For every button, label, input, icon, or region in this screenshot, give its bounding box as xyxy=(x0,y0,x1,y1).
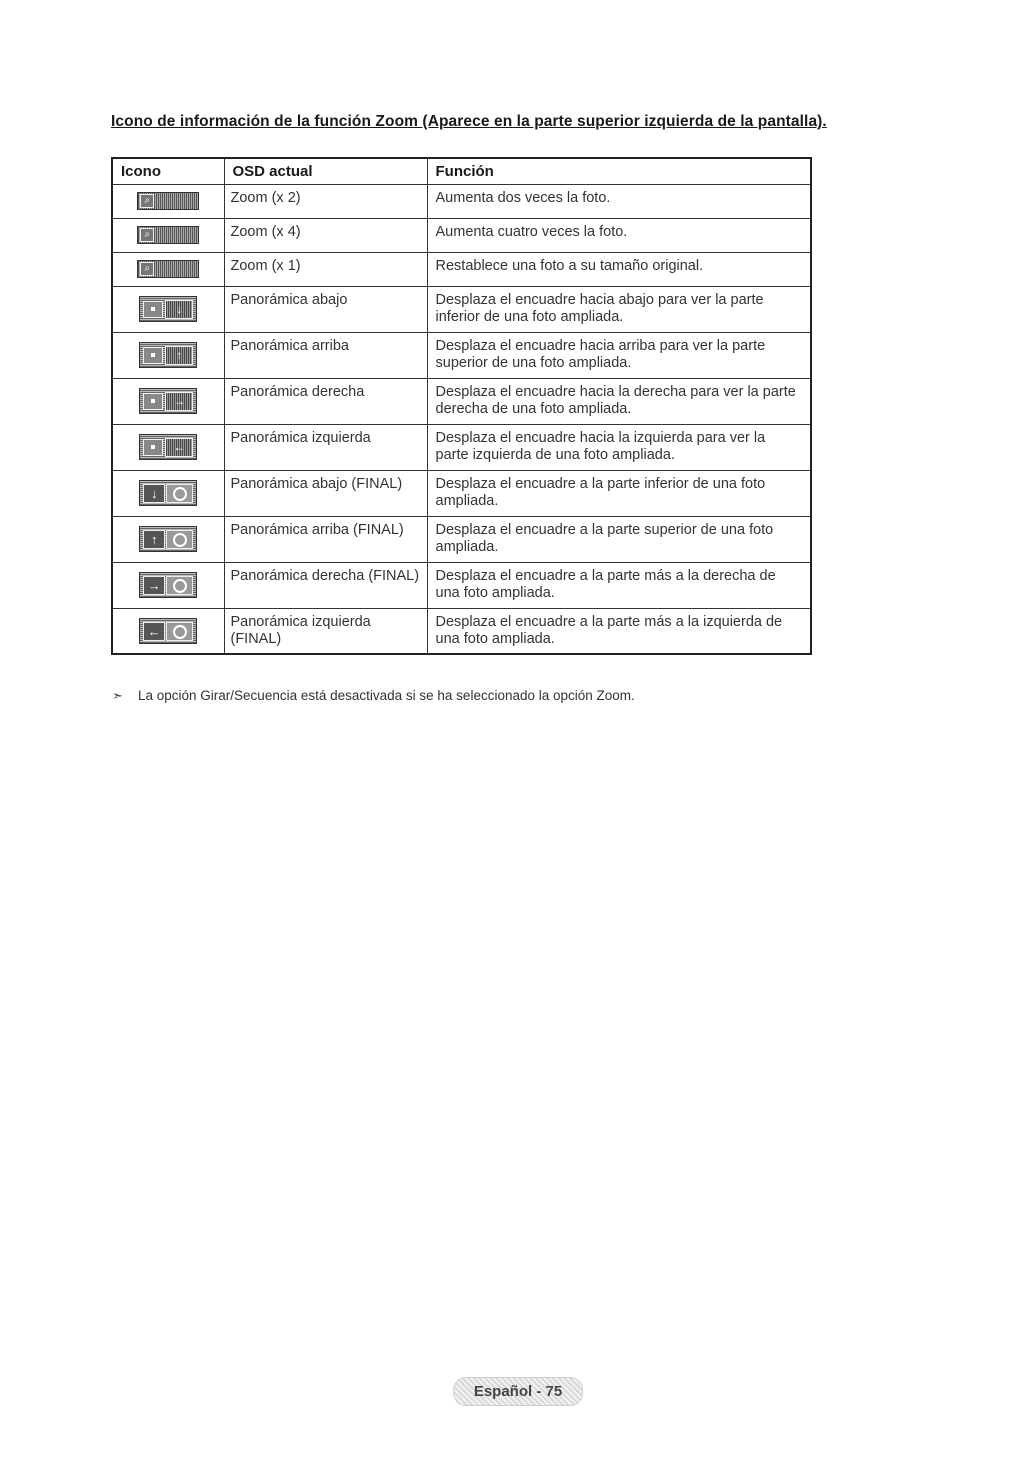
osd-cell: Panorámica arriba xyxy=(224,332,427,378)
osd-cell: Panorámica arriba (FINAL) xyxy=(224,516,427,562)
icon-cell xyxy=(112,424,224,470)
osd-cell: Zoom (x 4) xyxy=(224,218,427,252)
pan-left-end-icon: ← xyxy=(139,618,197,644)
icon-cell xyxy=(112,608,224,654)
note-text: La opción Girar/Secuencia está desactivada si se ha seleccionado la opción Zoom. xyxy=(138,688,635,703)
osd-cell: Panorámica izquierda (FINAL) xyxy=(224,608,427,654)
zoom-x4-icon: ⌕ xyxy=(137,226,199,244)
osd-cell: Panorámica izquierda xyxy=(224,424,427,470)
page-number-badge: Español - 75 xyxy=(453,1377,583,1406)
zoom-x2-icon: ⌕ xyxy=(137,192,199,210)
table-row xyxy=(112,286,811,332)
function-cell: Desplaza el encuadre a la parte superior de una foto ampliada. xyxy=(427,516,811,562)
pan-right-end-icon: → xyxy=(139,572,197,598)
table-row xyxy=(112,252,811,286)
osd-cell: Panorámica abajo (FINAL) xyxy=(224,470,427,516)
pan-down-icon: ↓ xyxy=(139,296,197,322)
zoom-info-table xyxy=(111,157,812,655)
function-cell: Aumenta cuatro veces la foto. xyxy=(427,218,811,252)
function-cell: Desplaza el encuadre hacia la izquierda para ver la parte izquierda de una foto ampliada. xyxy=(427,424,811,470)
header-osd: OSD actual xyxy=(224,158,427,184)
icon-cell xyxy=(112,184,224,218)
osd-cell: Panorámica abajo xyxy=(224,286,427,332)
table-row xyxy=(112,332,811,378)
table-header-row xyxy=(112,158,811,184)
table-row xyxy=(112,562,811,608)
table-row xyxy=(112,218,811,252)
osd-cell: Panorámica derecha xyxy=(224,378,427,424)
function-cell: Aumenta dos veces la foto. xyxy=(427,184,811,218)
table-row xyxy=(112,424,811,470)
pan-right-icon: → xyxy=(139,388,197,414)
function-cell: Desplaza el encuadre a la parte más a la derecha de una foto ampliada. xyxy=(427,562,811,608)
icon-cell xyxy=(112,470,224,516)
table-row xyxy=(112,470,811,516)
pan-up-icon: ↑ xyxy=(139,342,197,368)
function-cell: Desplaza el encuadre hacia abajo para ver la parte inferior de una foto ampliada. xyxy=(427,286,811,332)
table-row xyxy=(112,608,811,654)
osd-cell: Zoom (x 2) xyxy=(224,184,427,218)
osd-cell: Panorámica derecha (FINAL) xyxy=(224,562,427,608)
function-cell: Desplaza el encuadre hacia arriba para ver la parte superior de una foto ampliada. xyxy=(427,332,811,378)
header-icon: Icono xyxy=(112,158,224,184)
pan-left-icon: ← xyxy=(139,434,197,460)
icon-cell xyxy=(112,218,224,252)
function-cell: Desplaza el encuadre hacia la derecha para ver la parte derecha de una foto ampliada. xyxy=(427,378,811,424)
pan-up-end-icon: ↑ xyxy=(139,526,197,552)
pan-down-end-icon: ↓ xyxy=(139,480,197,506)
icon-cell xyxy=(112,516,224,562)
header-function: Función xyxy=(427,158,811,184)
icon-cell xyxy=(112,378,224,424)
section-heading: Icono de información de la función Zoom (Aparece en la parte superior izquierda de la pantalla). xyxy=(111,113,827,130)
zoom-x1-icon: ⌕ xyxy=(137,260,199,278)
note xyxy=(112,688,635,704)
osd-cell: Zoom (x 1) xyxy=(224,252,427,286)
table-row xyxy=(112,378,811,424)
function-cell: Desplaza el encuadre a la parte más a la izquierda de una foto ampliada. xyxy=(427,608,811,654)
icon-cell xyxy=(112,252,224,286)
icon-cell xyxy=(112,286,224,332)
function-cell: Desplaza el encuadre a la parte inferior de una foto ampliada. xyxy=(427,470,811,516)
table-row xyxy=(112,184,811,218)
icon-cell xyxy=(112,332,224,378)
function-cell: Restablece una foto a su tamaño original. xyxy=(427,252,811,286)
table-row xyxy=(112,516,811,562)
icon-cell xyxy=(112,562,224,608)
note-arrow-icon: ➣ xyxy=(112,688,123,703)
